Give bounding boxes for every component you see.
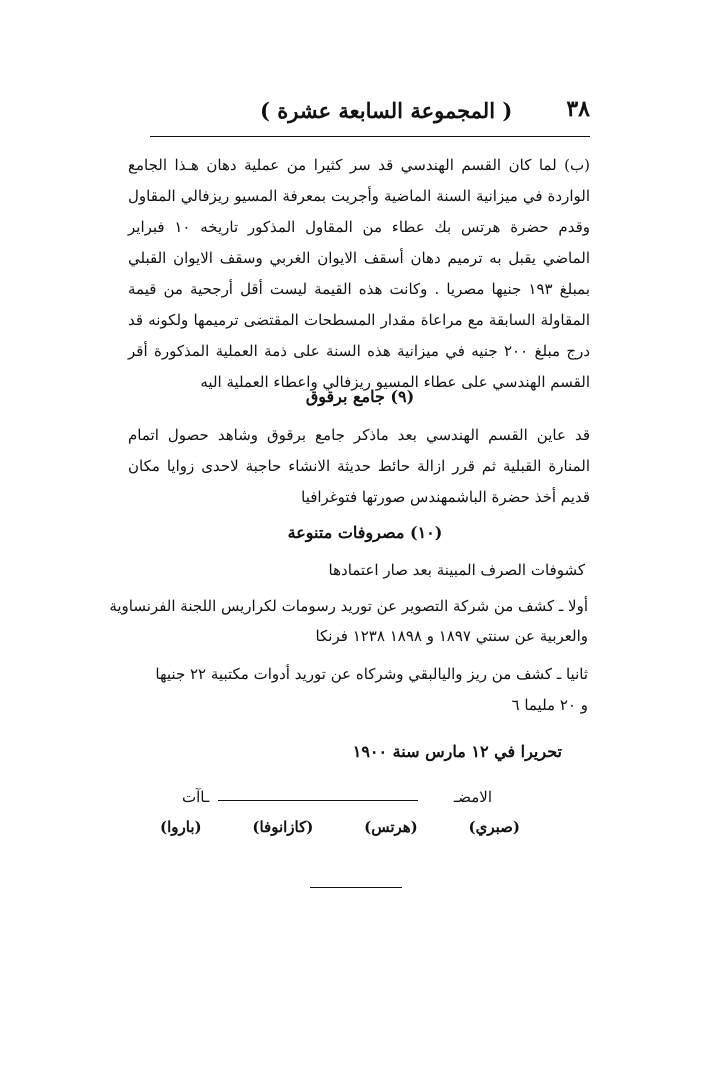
closing-rule	[310, 887, 402, 888]
signature-name: (باروا)	[160, 818, 202, 836]
signatures-row	[160, 818, 520, 848]
signature-name: (صبري)	[468, 818, 520, 836]
section-heading-10: (١٠) مصروفات متنوعة	[287, 523, 443, 542]
header-rule	[150, 136, 590, 137]
paragraph-9-text: قد عاين القسم الهندسي بعد ماذكر جامع برقوق وشاهد حصول اتمام المنارة القبلية ثم قرر ازالة حائط حديثة الانشاء حاجبة لاحدى زوايا مكان قديم أخذ حضرة الباشمهندس صورتها فتوغرافيا	[128, 426, 590, 506]
page-header	[150, 90, 590, 140]
item-first-line-1: أولا ـ كشف من شركة التصوير عن توريد رسومات لكراريس اللجنة الفرنساوية	[109, 597, 588, 615]
item-first-line-2: والعربية عن سنتي ١٨٩٧ و ١٨٩٨ ١٢٣٨ فرنكا	[315, 627, 588, 645]
item-second-line-2: و ٢٠ مليما ٦	[511, 696, 588, 714]
statements-line: كشوفات الصرف المبينة بعد صار اعتمادها	[328, 561, 585, 579]
running-title: ( المجموعة السابعة عشرة )	[260, 98, 513, 123]
signature-name: (هرتس)	[364, 818, 418, 836]
item-second-line-1: ثانيا ـ كشف من ريز واليالبقي وشركاه عن توريد أدوات مكتبية ٢٢ جنيها	[155, 665, 588, 683]
date-line: تحريرا في ١٢ مارس سنة ١٩٠٠	[352, 742, 562, 761]
paragraph-9	[128, 420, 590, 513]
signatures-label-start: الامضـ	[453, 788, 492, 806]
paragraph-b-text: (ب) لما كان القسم الهندسي قد سر كثيرا من عملية دهان هـذا الجامع الواردة في ميزانية السنة الماضية وأجريت بمعرفة المسيو ريزفالي المقاول وقدم حضرة هرتس بك عطاء من المقاول المذكور تاريخه ١٠ فبراير الماضي يقبل به ترميم دهان أسقف الايوان الغربي وسقف الايوان القبلي بمبلغ ١٩٣ جنيها مصريا . وكانت هذه القيمة ليست أقل أرجحية من قيمة المقاولة السابقة مع مراعاة مقدار المسطحات المقتضى ترميمها ولكونه قد درج مبلغ ٢٠٠ جنيه في ميزانية هذه السنة على ذمة العملية المذكورة أقر القسم الهندسي على عطاء المسيو ريزفالي واعطاء العملية اليه	[128, 156, 590, 391]
signature-name: (كازانوفا)	[252, 818, 314, 836]
page-number: ٣٨	[566, 96, 590, 122]
paragraph-b	[128, 150, 590, 398]
signatures-label-end: ـاآت	[182, 788, 210, 806]
section-heading-9: (٩) جامع برقوق	[305, 387, 415, 406]
signatures-label-dash	[218, 800, 418, 801]
